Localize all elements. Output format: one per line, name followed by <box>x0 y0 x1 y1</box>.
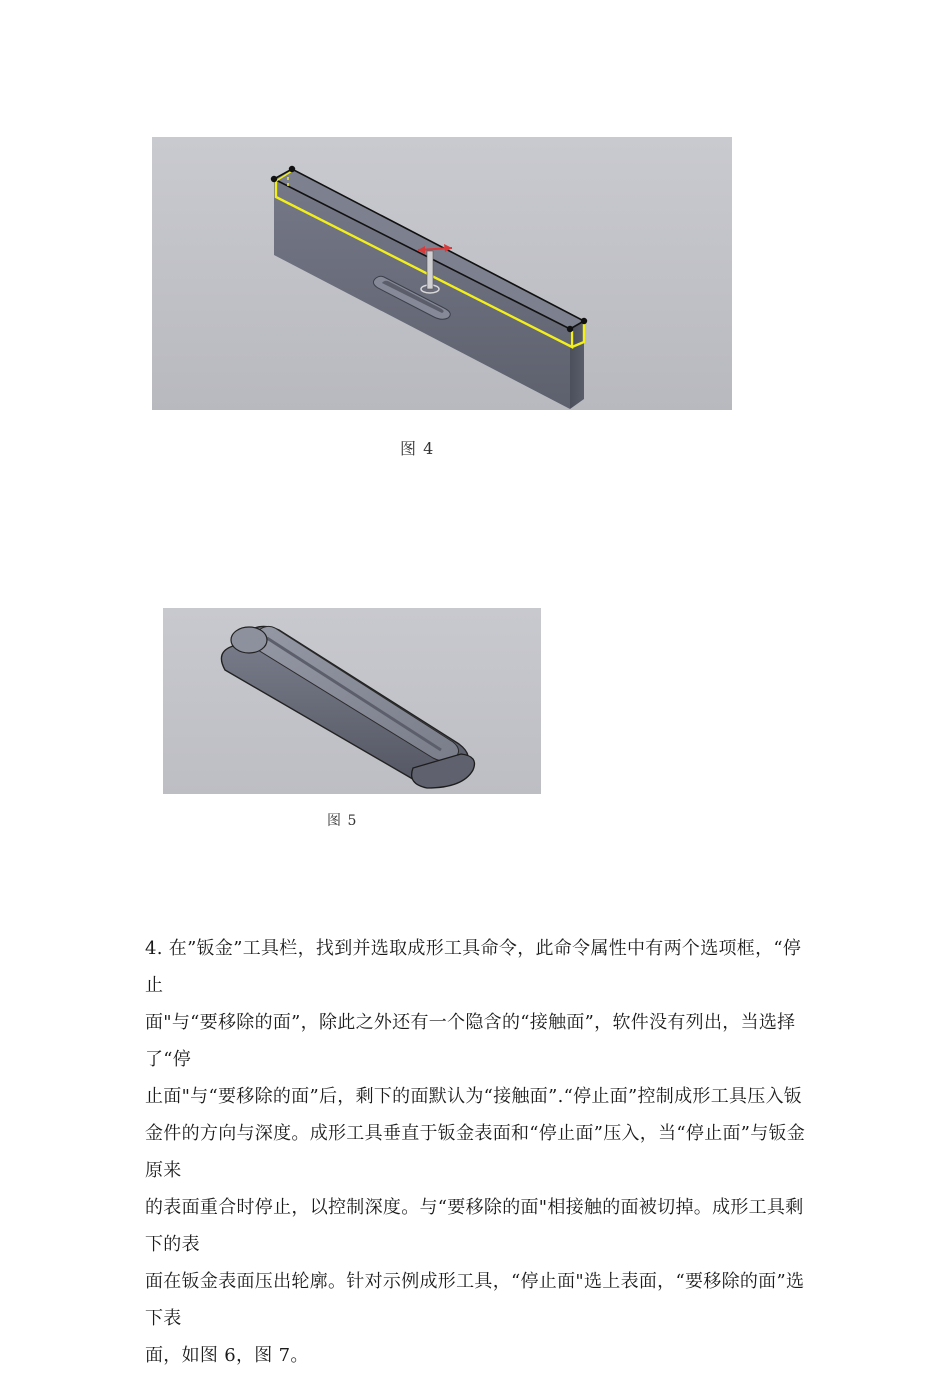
paragraph-line: 面"与“要移除的面”，除此之外还有一个隐含的“接触面”，软件没有列出，当选择了“停 <box>145 1012 796 1070</box>
figure-4-model <box>152 137 732 410</box>
figure-5-image <box>163 608 541 794</box>
paragraph-line: 4. 在”钣金”工具栏，找到并选取成形工具命令，此命令属性中有两个选项框，“停止 <box>145 938 802 996</box>
tool-end-left <box>231 627 267 653</box>
paragraph-line: 面，如图 6，图 7。 <box>145 1345 309 1366</box>
figure-5-model <box>163 608 541 794</box>
figure-5-caption: 图 5 <box>327 813 358 829</box>
paragraph-line: 止面"与“要移除的面”后，剩下的面默认为“接触面”.“停止面”控制成形工具压入钣 <box>145 1086 803 1107</box>
figure-4-image <box>152 137 732 410</box>
paragraph-line: 金件的方向与深度。成形工具垂直于钣金表面和“停止面”压入，当“停止面”与钣金原来 <box>145 1123 806 1181</box>
body-paragraph <box>145 930 810 1374</box>
figure-4-caption: 图 4 <box>400 439 435 458</box>
paragraph-line: 面在钣金表面压出轮廓。针对示例成形工具，“停止面"选上表面，“要移除的面”选下表 <box>145 1271 805 1329</box>
paragraph-line: 的表面重合时停止，以控制深度。与“要移除的面"相接触的面被切掉。成形工具剩下的表 <box>145 1197 804 1255</box>
